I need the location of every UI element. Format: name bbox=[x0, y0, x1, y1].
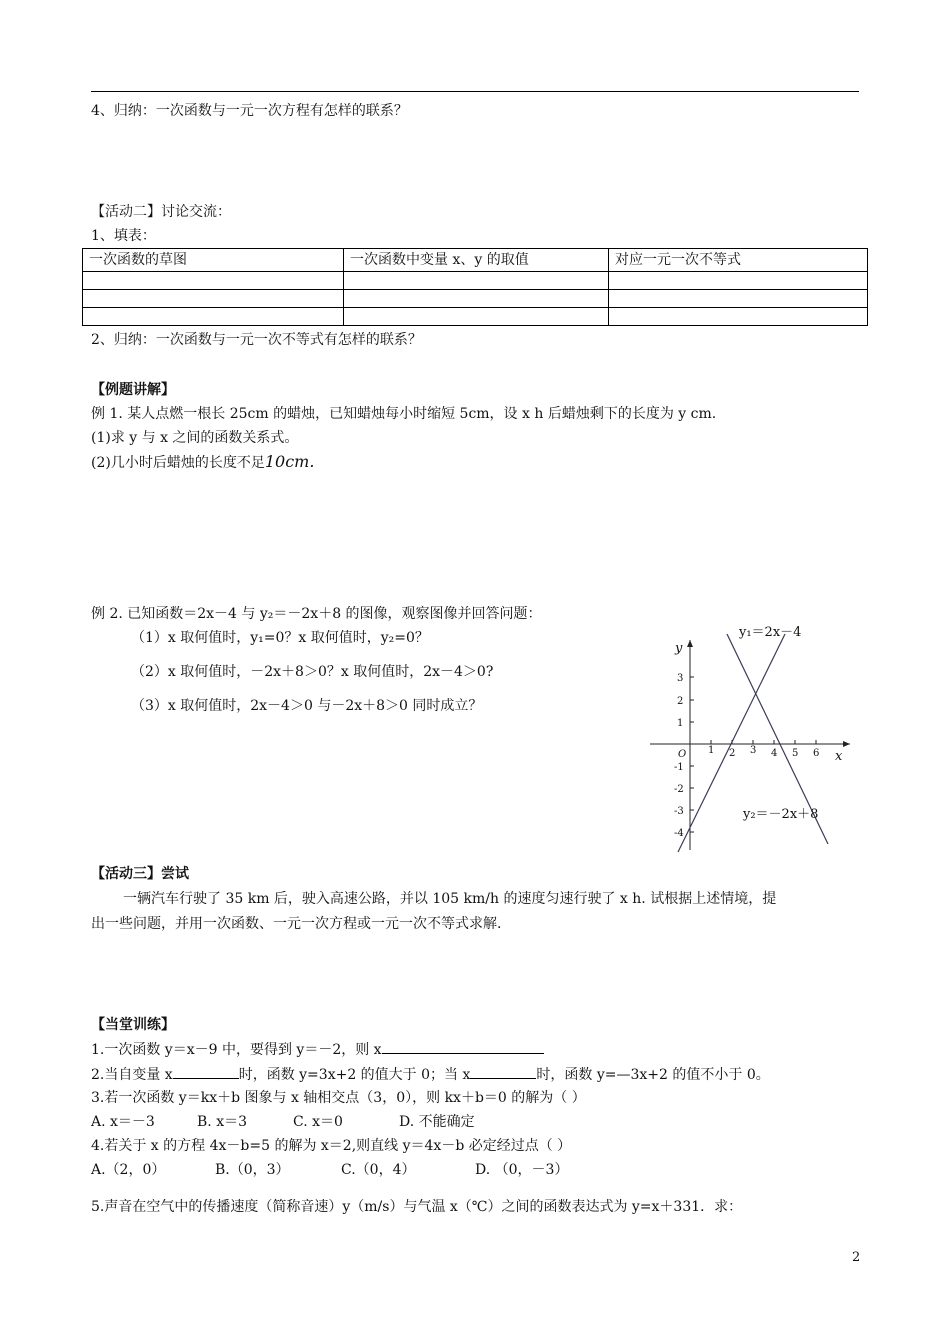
label-y1: y₁＝2x－4 bbox=[739, 625, 802, 640]
example1-text: 例 1. 某人点燃一根长 25cm 的蜡烛，已知蜡烛每小时缩短 5cm，设 x h 后蜡烛剩下的长度为 y cm. bbox=[91, 406, 717, 422]
y-tick-label: -4 bbox=[674, 828, 684, 839]
y-tick-label: 2 bbox=[677, 696, 684, 707]
fill-table-label: 1、填表： bbox=[91, 228, 156, 244]
practice-1 bbox=[91, 1039, 544, 1060]
option-d: D. （0，－3） bbox=[475, 1162, 569, 1178]
example2-question2: （2）x 取何值时，－2x＋8＞0？x 取何值时，2x－4＞0? bbox=[131, 664, 494, 680]
y-tick-label: -2 bbox=[674, 784, 684, 795]
practice-3: 3.若一次函数 y＝kx＋b 图象与 x 轴相交点（3，0），则 kx＋b＝0 的解为（ ） bbox=[91, 1090, 586, 1106]
y-tick-label: -3 bbox=[674, 806, 684, 817]
example2-question3: （3）x 取何值时，2x－4＞0 与－2x＋8＞0 同时成立？ bbox=[131, 698, 483, 714]
option-a: A.（2，0） bbox=[91, 1162, 166, 1178]
x-axis-label: x bbox=[835, 749, 843, 764]
examples-heading: 【例题讲解】 bbox=[91, 382, 175, 398]
option-b: B.（0，3） bbox=[215, 1162, 290, 1178]
x-tick-label: 4 bbox=[771, 748, 778, 759]
practice-heading: 【当堂训练】 bbox=[91, 1017, 175, 1033]
y-tick-label: 3 bbox=[677, 673, 684, 684]
x-tick-label: 3 bbox=[750, 745, 757, 756]
x-tick-label: 5 bbox=[792, 748, 799, 759]
x-tick-label: 6 bbox=[813, 748, 820, 759]
example1-question1: (1)求 y 与 x 之间的函数关系式。 bbox=[91, 430, 299, 446]
y-axis-label: y bbox=[675, 641, 683, 656]
y-tick-label: -1 bbox=[674, 762, 684, 773]
table-row bbox=[83, 290, 868, 308]
activity2-heading: 【活动二】讨论交流： bbox=[91, 204, 231, 220]
table-header-inequality: 对应一元一次不等式 bbox=[609, 249, 868, 272]
y-axis-arrow bbox=[687, 640, 693, 647]
fill-table bbox=[82, 248, 868, 326]
option-c: C. x＝0 bbox=[293, 1114, 343, 1130]
practice-3-options bbox=[91, 1112, 475, 1132]
practice-4-options bbox=[91, 1160, 568, 1180]
practice-5: 5.声音在空气中的传播速度（简称音速）y（m/s）与气温 x（℃）之间的函数表达式为 y=x＋331．求： bbox=[91, 1199, 743, 1215]
table-row bbox=[83, 308, 868, 326]
answer-blank[interactable] bbox=[382, 1039, 544, 1054]
label-y2: y₂＝－2x＋8 bbox=[743, 807, 819, 822]
page-number: 2 bbox=[852, 1250, 861, 1265]
table-header-sketch: 一次函数的草图 bbox=[83, 249, 344, 272]
table-row bbox=[83, 272, 868, 290]
practice-2-part-c: 时，函数 y=—3x+2 的值不小于 0。 bbox=[536, 1067, 770, 1083]
activity2-summary: 2、归纳：一次函数与一元一次不等式有怎样的联系？ bbox=[91, 332, 422, 348]
option-a: A. x＝－3 bbox=[91, 1114, 155, 1130]
answer-blank[interactable] bbox=[173, 1064, 239, 1079]
practice-2 bbox=[91, 1064, 770, 1085]
practice-2-part-b: 时，函数 y=3x+2 的值大于 0；当 x bbox=[238, 1067, 471, 1083]
x-tick-label: 2 bbox=[729, 748, 736, 759]
y-tick-label: 1 bbox=[677, 718, 684, 729]
option-c: C.（0，4） bbox=[341, 1162, 416, 1178]
example2-question1: （1）x 取何值时，y₁=0？x 取何值时，y₂=0？ bbox=[131, 630, 429, 646]
table-header-range: 一次函数中变量 x、y 的取值 bbox=[344, 249, 609, 272]
practice-1-text: 1.一次函数 y＝x－9 中，要得到 y＝－2，则 x bbox=[91, 1042, 382, 1058]
activity3-line1: 一辆汽车行驶了 35 km 后，驶入高速公路，并以 105 km/h 的速度匀速行驶了 x h. 试根据上述情境，提 bbox=[123, 891, 777, 907]
practice-2-part-a: 2.当自变量 x bbox=[91, 1067, 173, 1083]
function-graph bbox=[645, 620, 860, 855]
option-b: B. x＝3 bbox=[197, 1114, 247, 1130]
answer-blank[interactable] bbox=[470, 1064, 536, 1079]
question-4: 4、归纳：一次函数与一元一次方程有怎样的联系？ bbox=[91, 103, 408, 119]
example1-question2-value: 10cm. bbox=[264, 452, 315, 471]
x-tick-label: 1 bbox=[708, 745, 715, 756]
practice-4: 4.若关于 x 的方程 4x－b=5 的解为 x＝2,则直线 y＝4x－b 必定经过点（ ） bbox=[91, 1138, 572, 1154]
example1-question2 bbox=[91, 452, 314, 473]
origin-label: O bbox=[678, 749, 687, 760]
option-d: D. 不能确定 bbox=[399, 1114, 475, 1130]
activity3-heading: 【活动三】尝试 bbox=[91, 866, 189, 882]
example2-text: 例 2. 已知函数＝2x－4 与 y₂＝－2x＋8 的图像，观察图像并回答问题： bbox=[91, 606, 542, 622]
activity3-line2: 出一些问题，并用一次函数、一元一次方程或一元一次不等式求解. bbox=[91, 916, 502, 932]
example1-question2-text: (2)几小时后蜡烛的长度不足 bbox=[91, 455, 265, 471]
x-axis-arrow bbox=[843, 741, 850, 747]
header-rule bbox=[91, 91, 859, 92]
